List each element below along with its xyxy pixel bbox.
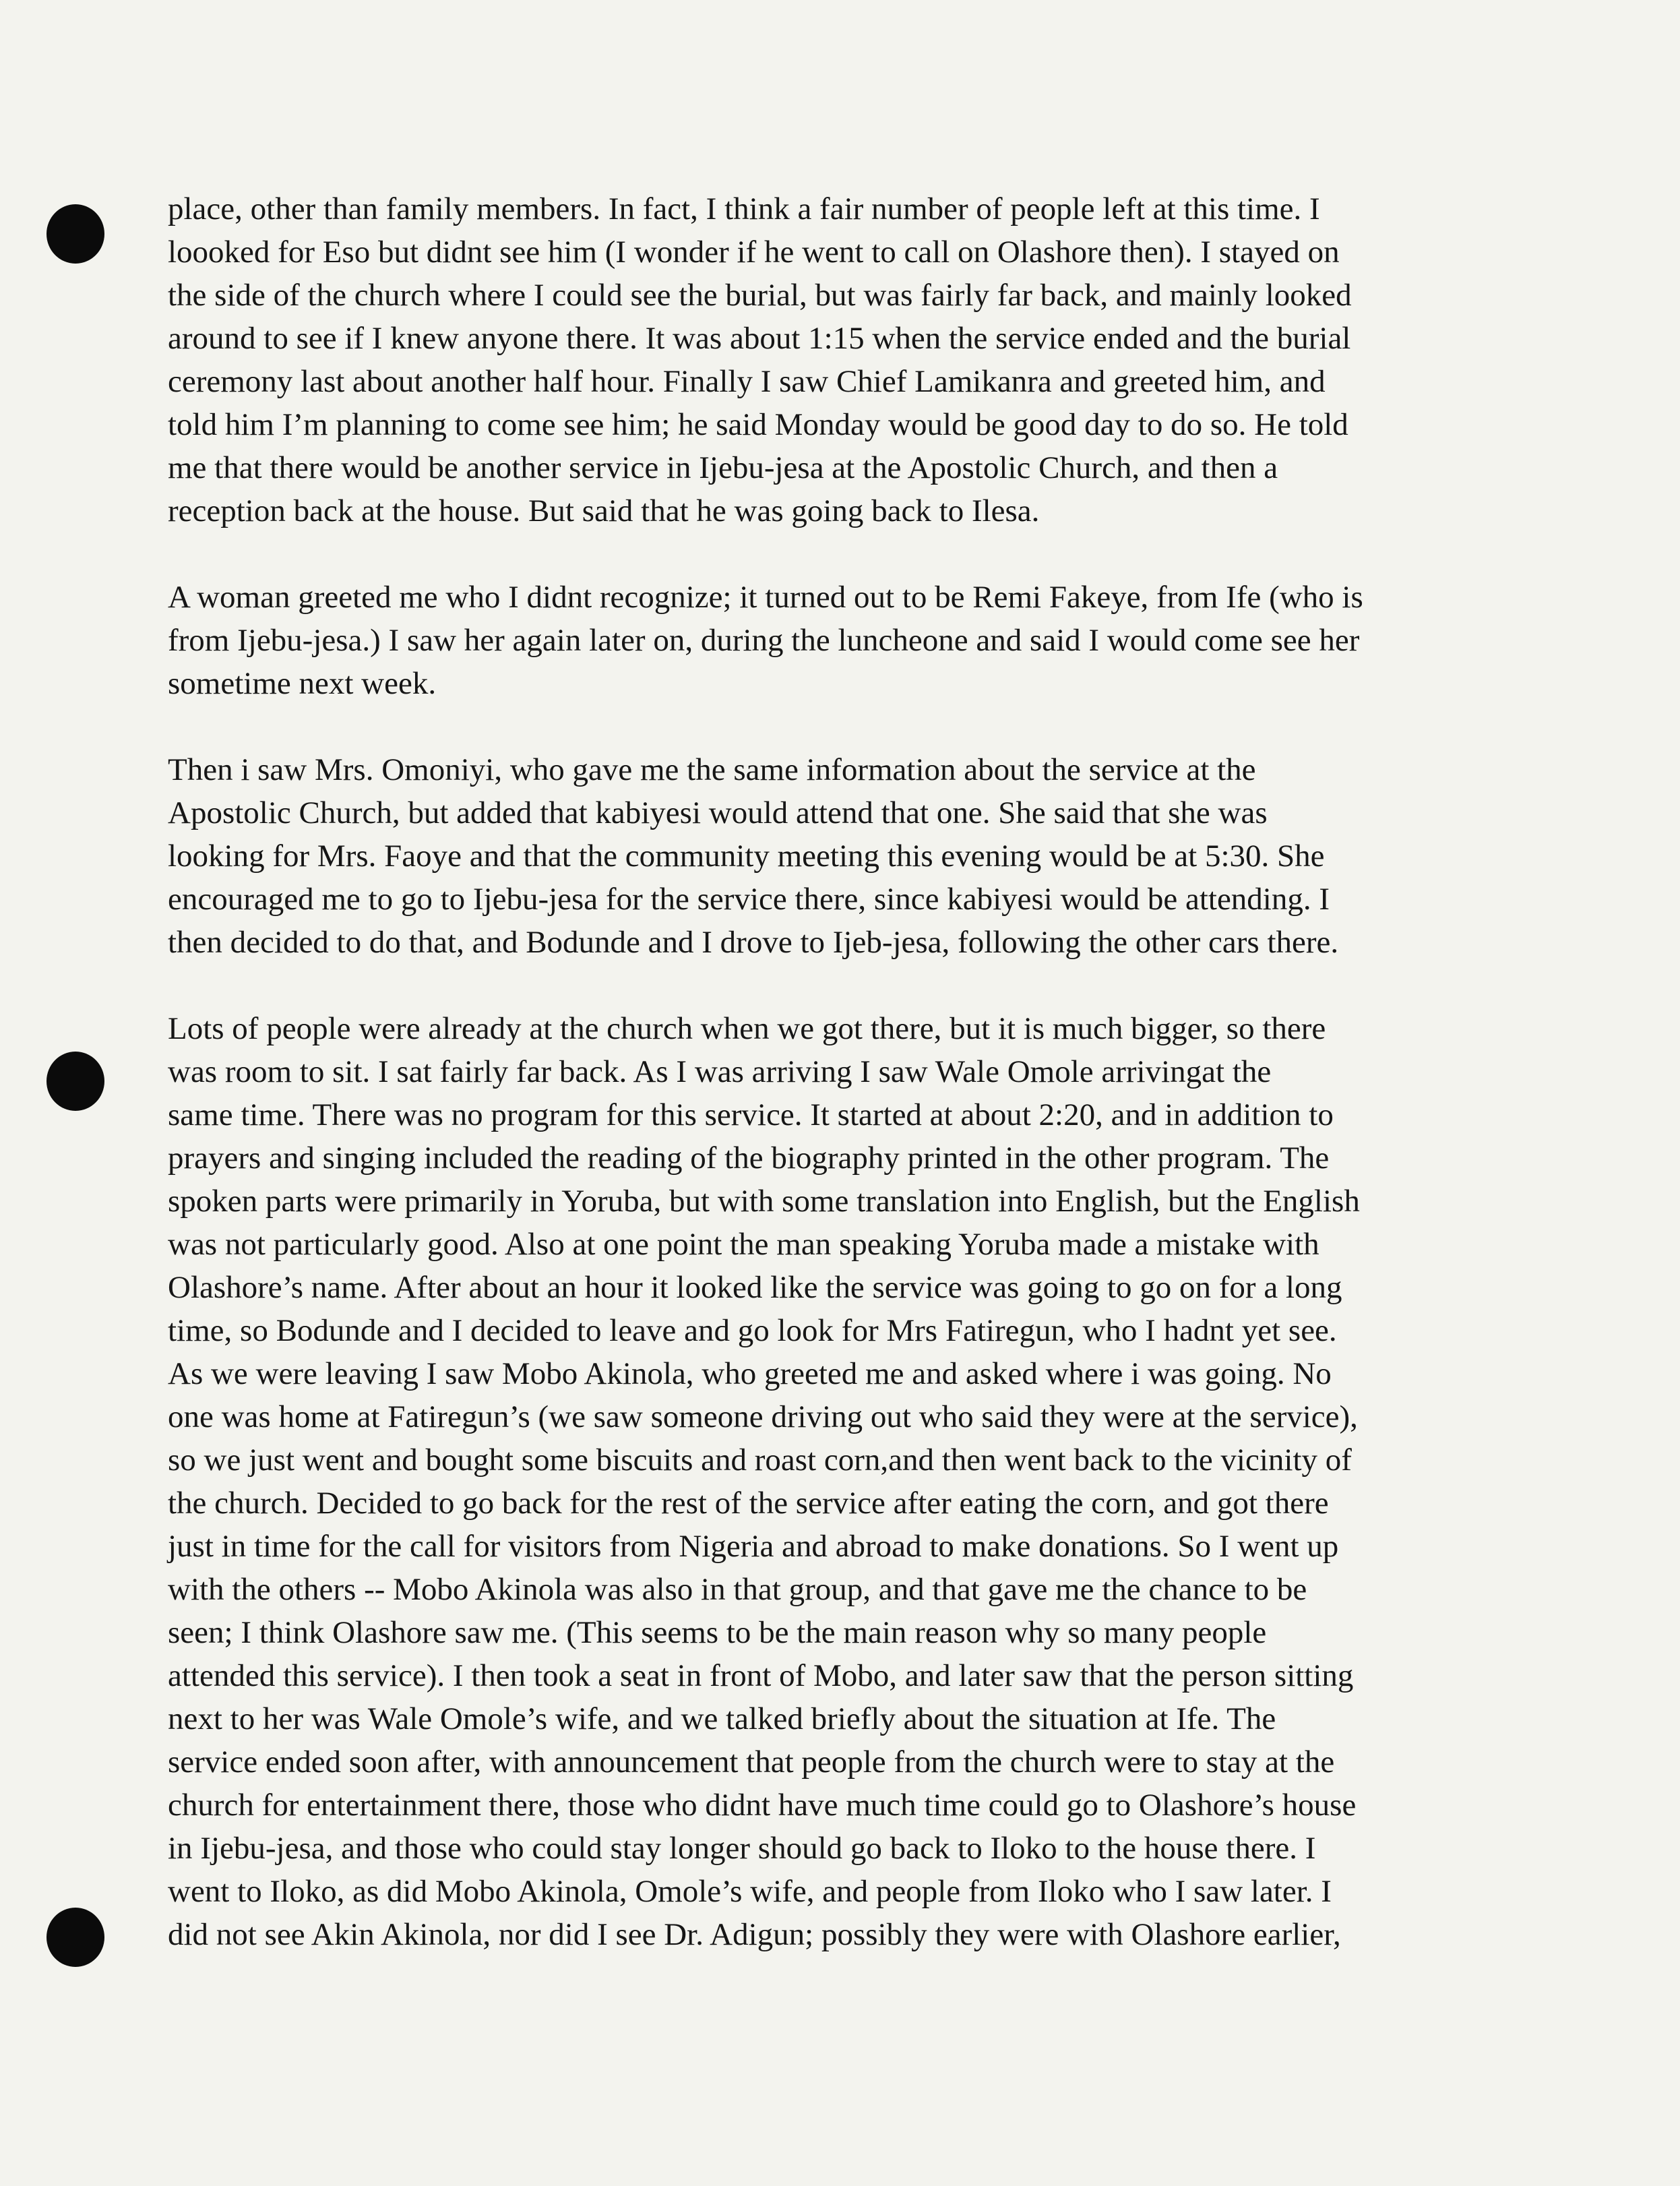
text-line: A woman greeted me who I didnt recognize; it turned out to be Remi Fakeye, from Ife (who is [168,580,1363,615]
text-line: loooked for Eso but didnt see him (I wonder if he went to call on Olashore then). I stayed on [168,235,1340,270]
text-line: went to Iloko, as did Mobo Akinola, Omole’s wife, and people from Iloko who I saw later. I [168,1874,1332,1909]
paragraph [168,187,1543,533]
punch-hole [46,204,104,264]
text-line: from Ijebu-jesa.) I saw her again later on, during the luncheone and said I would come see her [168,623,1360,658]
text-line: same time. There was no program for this service. It started at about 2:20, and in addition to [168,1097,1334,1132]
paragraph [168,576,1543,705]
text-line: was not particularly good. Also at one point the man speaking Yoruba made a mistake with [168,1227,1319,1262]
text-line: ceremony last about another half hour. Finally I saw Chief Lamikanra and greeted him, and [168,364,1326,399]
text-line: next to her was Wale Omole’s wife, and we talked briefly about the situation at Ife. The [168,1701,1276,1736]
text-line: in Ijebu-jesa, and those who could stay longer should go back to Iloko to the house there. I [168,1831,1316,1866]
text-line: one was home at Fatiregun’s (we saw someone driving out who said they were at the service), [168,1399,1358,1434]
text-line: place, other than family members. In fact, I think a fair number of people left at this time. I [168,191,1320,226]
paragraph [168,1007,1543,1956]
text-line: Apostolic Church, but added that kabiyesi would attend that one. She said that she was [168,795,1268,830]
text-line: Olashore’s name. After about an hour it looked like the service was going to go on for a long [168,1270,1342,1305]
document-body [168,187,1543,1999]
text-line: sometime next week. [168,666,437,701]
text-line: told him I’m planning to come see him; he said Monday would be good day to do so. He told [168,407,1348,442]
text-line: As we were leaving I saw Mobo Akinola, who greeted me and asked where i was going. No [168,1356,1332,1391]
text-line: was room to sit. I sat fairly far back. As I was arriving I saw Wale Omole arrivingat the [168,1054,1272,1089]
text-line: with the others -- Mobo Akinola was also in that group, and that gave me the chance to be [168,1572,1307,1607]
text-line: me that there would be another service in Ijebu-jesa at the Apostolic Church, and then a [168,450,1278,485]
text-line: so we just went and bought some biscuits and roast corn,and then went back to the vicinity of [168,1443,1352,1478]
text-line: Then i saw Mrs. Omoniyi, who gave me the same information about the service at the [168,752,1256,787]
punch-hole [46,1908,104,1967]
text-line: seen; I think Olashore saw me. (This seems to be the main reason why so many people [168,1615,1267,1650]
text-line: reception back at the house. But said that he was going back to Ilesa. [168,493,1040,528]
text-line: the church. Decided to go back for the rest of the service after eating the corn, and got there [168,1486,1329,1521]
text-line: the side of the church where I could see the burial, but was fairly far back, and mainly looked [168,278,1352,313]
text-line: looking for Mrs. Faoye and that the community meeting this evening would be at 5:30. She [168,839,1325,874]
paragraph [168,748,1543,964]
text-line: time, so Bodunde and I decided to leave and go look for Mrs Fatiregun, who I hadnt yet see. [168,1313,1337,1348]
text-line: encouraged me to go to Ijebu-jesa for the service there, since kabiyesi would be attending. I [168,882,1330,917]
text-line: did not see Akin Akinola, nor did I see Dr. Adigun; possibly they were with Olashore earlier, [168,1917,1341,1952]
text-line: attended this service). I then took a seat in front of Mobo, and later saw that the person sitting [168,1658,1354,1693]
punch-hole [46,1052,104,1111]
text-line: around to see if I knew anyone there. It was about 1:15 when the service ended and the burial [168,321,1351,356]
text-line: then decided to do that, and Bodunde and I drove to Ijeb-jesa, following the other cars there. [168,925,1339,960]
text-line: church for entertainment there, those who didnt have much time could go to Olashore’s house [168,1788,1357,1823]
text-line: just in time for the call for visitors from Nigeria and abroad to make donations. So I went up [168,1529,1339,1564]
text-line: spoken parts were primarily in Yoruba, but with some translation into English, but the English [168,1184,1360,1219]
text-line: Lots of people were already at the church when we got there, but it is much bigger, so there [168,1011,1326,1046]
text-line: service ended soon after, with announcement that people from the church were to stay at the [168,1744,1335,1780]
text-line: prayers and singing included the reading of the biography printed in the other program. The [168,1141,1330,1176]
